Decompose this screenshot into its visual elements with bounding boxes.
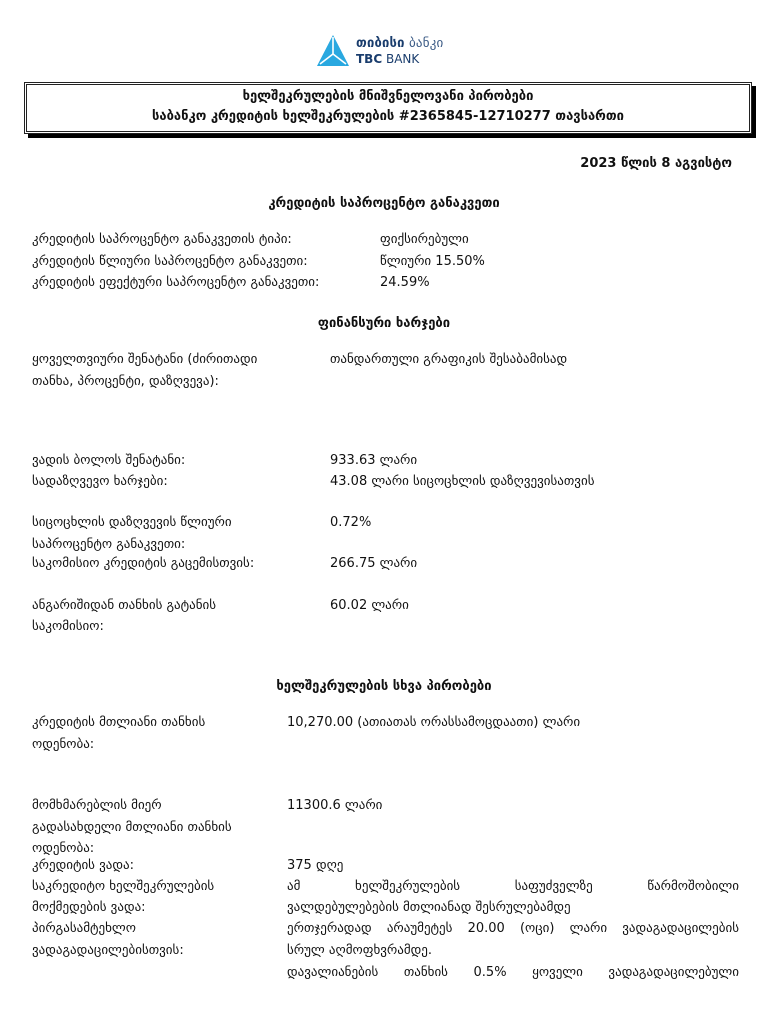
insurance-costs-value: 43.08 ლარი სიცოცხლის დაზღვევისათვის [330, 474, 595, 489]
annual-interest-rate-value: წლიური 15.50% [380, 254, 485, 269]
effective-interest-rate-value: 24.59% [380, 275, 430, 290]
logo-text-english [356, 53, 443, 65]
issuance-fee-label: საკომისიო კრედიტის გაცემისთვის: [32, 556, 255, 571]
withdrawal-fee-value: 60.02 ლარი [330, 598, 409, 613]
issuance-fee-value: 266.75 ლარი [330, 556, 418, 571]
total-payable-label-line2: გადასახდელი მთლიანი თანხის [32, 820, 232, 835]
penalty-label-line2: ვადაგადაცილებისთვის: [32, 943, 184, 958]
total-payable-value: 11300.6 ლარი [287, 798, 383, 813]
document-title-box [24, 82, 752, 134]
logo-text-en-bold: TBC [356, 52, 383, 66]
section-heading-interest-rate: კრედიტის საპროცენტო განაკვეთი [268, 196, 500, 211]
life-insurance-rate-value: 0.72% [330, 515, 372, 530]
agreement-validity-label-line1: საკრედიტო ხელშეკრულების [32, 879, 215, 894]
final-payment-value: 933.63 ლარი [330, 453, 418, 468]
document-title-line1: ხელშეკრულების მნიშვნელოვანი პირობები [242, 89, 534, 104]
total-payable-label-line3: ოდენობა: [32, 841, 95, 856]
annual-interest-rate-label: კრედიტის წლიური საპროცენტო განაკვეთი: [32, 254, 308, 269]
agreement-validity-label-line2: მოქმედების ვადა: [32, 900, 146, 915]
interest-rate-type-label: კრედიტის საპროცენტო განაკვეთის ტიპი: [32, 232, 292, 247]
agreement-validity-value-line1: ამ ხელშეკრულების საფუძველზე წარმოშობილი [287, 879, 739, 894]
monthly-payment-value: თანდართული გრაფიკის შესაბამისად [330, 352, 568, 367]
total-payable-label-line1: მომხმარებლის მიერ [32, 798, 162, 813]
tbc-triangle-logo-icon [316, 34, 350, 68]
insurance-costs-label: სადაზღვევო ხარჯები: [32, 474, 168, 489]
withdrawal-fee-label-line1: ანგარიშიდან თანხის გატანის [32, 598, 217, 613]
total-credit-amount-value: 10,270.00 (ათიათას ორასსამოცდაათი) ლარი [287, 715, 581, 730]
credit-term-label: კრედიტის ვადა: [32, 858, 134, 873]
section-heading-financial-costs: ფინანსური ხარჯები [317, 316, 451, 331]
section-heading-other-conditions: ხელშეკრულების სხვა პირობები [276, 679, 492, 694]
agreement-validity-value-line2: ვალდებულებების მთლიანად შესრულებამდე [287, 900, 571, 915]
credit-term-value: 375 დღე [287, 858, 344, 873]
interest-rate-type-value: ფიქსირებული [380, 232, 469, 247]
total-credit-amount-label-line2: ოდენობა: [32, 737, 95, 752]
total-credit-amount-label-line1: კრედიტის მთლიანი თანხის [32, 715, 206, 730]
monthly-payment-label-line1: ყოველთვიური შენატანი (ძირითადი [32, 352, 258, 367]
final-payment-label: ვადის ბოლოს შენატანი: [32, 453, 186, 468]
tbc-bank-logo [316, 33, 456, 69]
penalty-value-line1: ერთჯერადად არაუმეტეს 20.00 (ოცი) ლარი ვადაგადაცილების [287, 921, 739, 936]
effective-interest-rate-label: კრედიტის ეფექტური საპროცენტო განაკვეთი: [32, 275, 320, 290]
penalty-value-line3: დავალიანების თანხის 0.5% ყოველი ვადაგადაცილებული [287, 965, 739, 980]
document-date: 2023 წლის 8 აგვისტო [580, 156, 732, 171]
logo-text-en-light: BANK [385, 52, 420, 66]
monthly-payment-label-line2: თანხა, პროცენტი, დაზღვევა): [32, 374, 219, 389]
logo-text-geo-light: ბანკი [409, 36, 444, 51]
penalty-label-line1: პირგასამტეხლო [32, 921, 136, 936]
withdrawal-fee-label-line2: საკომისიო: [32, 619, 104, 634]
logo-text-geo-bold: თიბისი [356, 36, 405, 51]
life-insurance-rate-label-line2: საპროცენტო განაკვეთი: [32, 537, 186, 552]
life-insurance-rate-label-line1: სიცოცხლის დაზღვევის წლიური [32, 515, 232, 530]
logo-text-georgian [356, 37, 443, 50]
document-title-line2: საბანკო კრედიტის ხელშეკრულების #2365845-12710277 თავსართი [152, 109, 624, 124]
penalty-value-line2: სრულ აღმოფხვრამდე. [287, 943, 433, 958]
